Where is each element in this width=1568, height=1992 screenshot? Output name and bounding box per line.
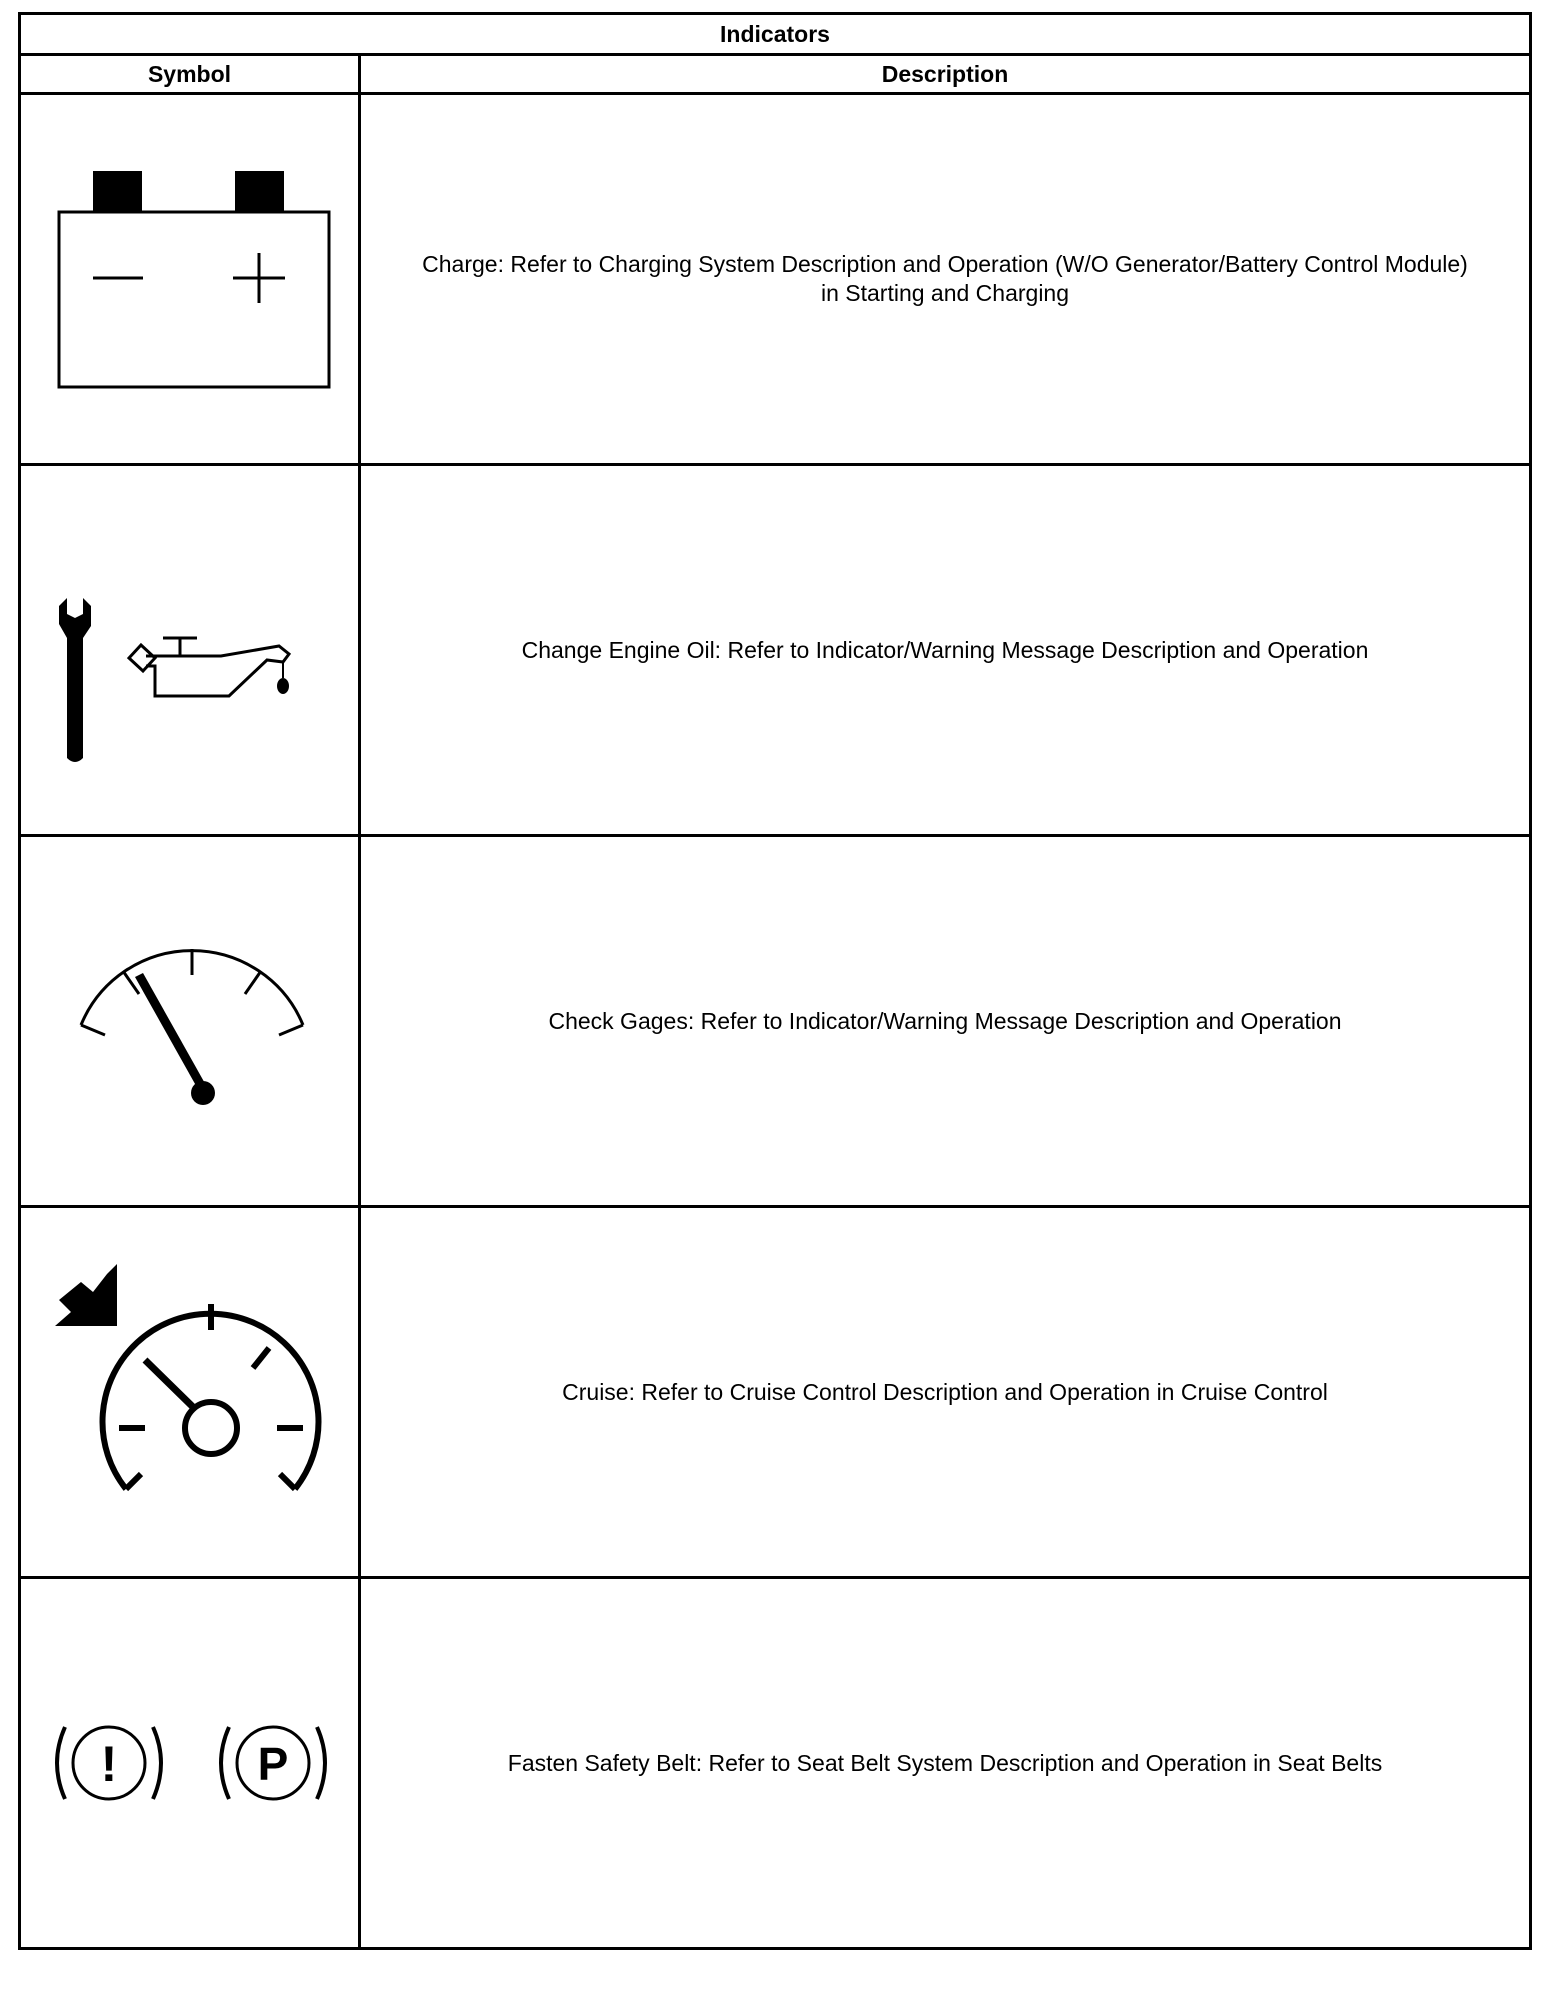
indicators-table [18,12,1532,1950]
battery-charge-icon [21,95,361,463]
table-row [20,1207,1531,1578]
symbol-column-header: Symbol [20,55,360,94]
table-title: Indicators [20,14,1531,55]
table-row [20,836,1531,1207]
description-text: Check Gages: Refer to Indicator/Warning Message Description and Operation [548,1007,1342,1034]
description-text: Change Engine Oil: Refer to Indicator/Warning Message Description and Operation [521,636,1369,663]
park-letter: P [257,1738,289,1790]
table-title-row [20,14,1531,55]
symbol-cell [20,94,360,465]
symbol-cell [20,836,360,1207]
park-brake-icon [221,1727,325,1799]
description-cell [360,836,1531,1207]
symbol-cell [20,465,360,836]
cruise-speedometer-icon [21,1208,361,1576]
table-header-row [20,55,1531,94]
gauge-icon [21,837,361,1205]
description-text: in Starting and Charging [820,280,1070,306]
exclamation-mark: ! [100,1736,118,1792]
wrench-oil-can-icon [21,466,361,834]
table-row [20,465,1531,836]
description-text: Cruise: Refer to Cruise Control Description and Operation in Cruise Control [562,1378,1328,1405]
table-row [20,94,1531,465]
brake-warning-icon [57,1727,161,1799]
description-column-header: Description [360,55,1531,94]
description-cell [360,1578,1531,1949]
description-text: Charge: Refer to Charging System Description and Operation (W/O Generator/Battery Control Module) [422,251,1468,277]
symbol-cell [20,1578,360,1949]
description-cell [360,465,1531,836]
brake-warning-park-icon [21,1579,361,1947]
symbol-cell [20,1207,360,1578]
description-cell [360,94,1531,465]
table-row [20,1578,1531,1949]
description-cell [360,1207,1531,1578]
description-text: Fasten Safety Belt: Refer to Seat Belt System Description and Operation in Seat Belts [507,1749,1383,1776]
